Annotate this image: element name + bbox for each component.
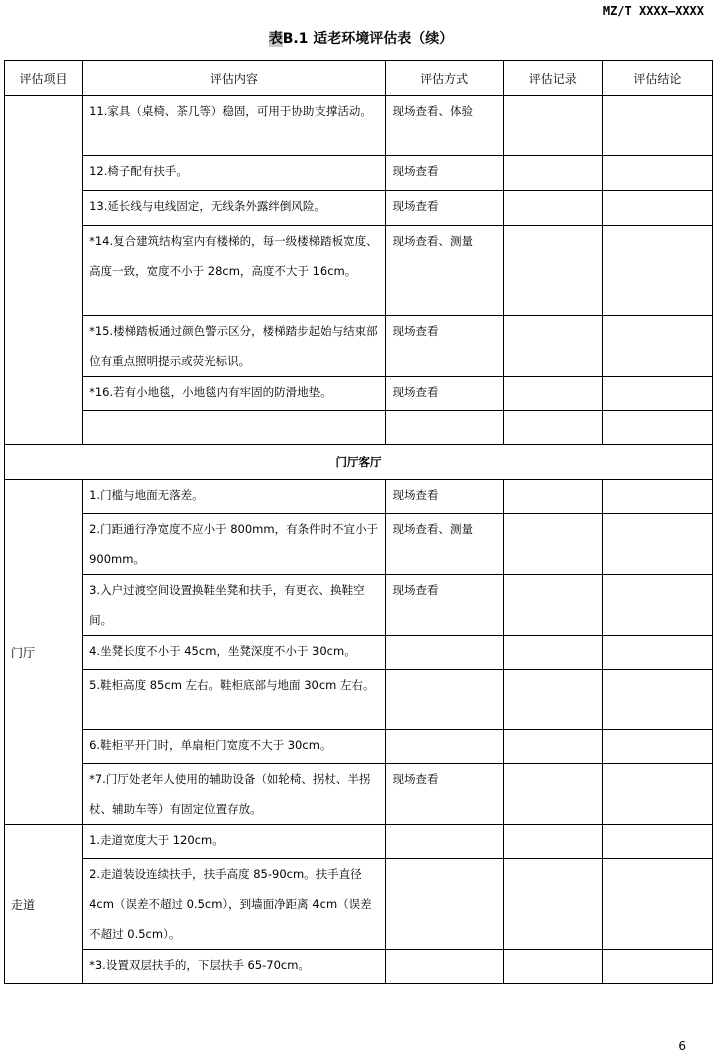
conclusion-cell[interactable] <box>602 730 712 764</box>
table-row <box>5 730 713 764</box>
content-cell: 4.坐凳长度不小于 45cm，坐凳深度不小于 30cm。 <box>83 636 385 670</box>
record-cell[interactable] <box>503 730 602 764</box>
table-row <box>5 950 713 984</box>
table-row <box>5 670 713 730</box>
content-cell: 13.延长线与电线固定，无线条外露绊倒风险。 <box>83 191 385 226</box>
column-header-record: 评估记录 <box>503 61 602 96</box>
column-header-method: 评估方式 <box>385 61 503 96</box>
conclusion-cell[interactable] <box>602 480 712 514</box>
item-cell-foyer: 门厅 <box>5 480 83 825</box>
conclusion-cell[interactable] <box>602 411 712 445</box>
content-cell: *3.设置双层扶手的，下层扶手 65-70cm。 <box>83 950 385 984</box>
section-row <box>5 445 713 480</box>
assessment-table <box>4 60 713 984</box>
record-cell[interactable] <box>503 96 602 156</box>
document-code: MZ/T XXXX—XXXX <box>602 4 704 18</box>
content-cell <box>83 411 385 445</box>
table-row <box>5 575 713 636</box>
conclusion-cell[interactable] <box>602 96 712 156</box>
conclusion-cell[interactable] <box>602 825 712 859</box>
conclusion-cell[interactable] <box>602 670 712 730</box>
column-header-conclusion: 评估结论 <box>602 61 712 96</box>
content-cell: 2.门距通行净宽度不应小于 800mm，有条件时不宜小于 900mm。 <box>83 514 385 575</box>
item-cell-corridor: 走道 <box>5 825 83 984</box>
content-cell: *16.若有小地毯，小地毯内有牢固的防滑地垫。 <box>83 377 385 411</box>
conclusion-cell[interactable] <box>602 636 712 670</box>
method-cell: 现场查看、测量 <box>385 226 503 316</box>
table-row <box>5 316 713 377</box>
table-row <box>5 514 713 575</box>
table-row <box>5 156 713 191</box>
conclusion-cell[interactable] <box>602 514 712 575</box>
method-cell <box>385 730 503 764</box>
record-cell[interactable] <box>503 411 602 445</box>
table-title-text: B.1 适老环境评估表（续） <box>282 31 454 47</box>
method-cell <box>385 859 503 950</box>
conclusion-cell[interactable] <box>602 191 712 226</box>
item-cell <box>5 96 83 445</box>
content-cell: 2.走道装设连续扶手，扶手高度 85-90cm。扶手直径 4cm（误差不超过 0.5cm），到墙面净距离 4cm（误差不超过 0.5cm）。 <box>83 859 385 950</box>
table-row <box>5 411 713 445</box>
method-cell: 现场查看 <box>385 377 503 411</box>
method-cell: 现场查看 <box>385 764 503 825</box>
method-cell: 现场查看 <box>385 191 503 226</box>
record-cell[interactable] <box>503 575 602 636</box>
content-cell: 11.家具（桌椅、茶几等）稳固，可用于协助支撑活动。 <box>83 96 385 156</box>
table-row <box>5 96 713 156</box>
record-cell[interactable] <box>503 377 602 411</box>
column-header-content: 评估内容 <box>83 61 385 96</box>
table-row <box>5 636 713 670</box>
method-cell <box>385 636 503 670</box>
conclusion-cell[interactable] <box>602 316 712 377</box>
method-cell <box>385 670 503 730</box>
record-cell[interactable] <box>503 764 602 825</box>
conclusion-cell[interactable] <box>602 764 712 825</box>
method-cell: 现场查看 <box>385 156 503 191</box>
table-title <box>0 28 722 48</box>
table-row <box>5 191 713 226</box>
method-cell <box>385 950 503 984</box>
conclusion-cell[interactable] <box>602 156 712 191</box>
content-cell: 12.椅子配有扶手。 <box>83 156 385 191</box>
table-row <box>5 377 713 411</box>
content-cell: 1.门槛与地面无落差。 <box>83 480 385 514</box>
content-cell: 6.鞋柜平开门时，单扇柜门宽度不大于 30cm。 <box>83 730 385 764</box>
record-cell[interactable] <box>503 950 602 984</box>
method-cell: 现场查看 <box>385 575 503 636</box>
content-cell: 3.入户过渡空间设置换鞋坐凳和扶手，有更衣、换鞋空间。 <box>83 575 385 636</box>
method-cell: 现场查看 <box>385 316 503 377</box>
table-row <box>5 859 713 950</box>
table-row <box>5 825 713 859</box>
table-row <box>5 764 713 825</box>
page-number: 6 <box>678 1039 686 1053</box>
conclusion-cell[interactable] <box>602 950 712 984</box>
record-cell[interactable] <box>503 636 602 670</box>
method-cell: 现场查看 <box>385 480 503 514</box>
method-cell: 现场查看、体验 <box>385 96 503 156</box>
content-cell: 5.鞋柜高度 85cm 左右。鞋柜底部与地面 30cm 左右。 <box>83 670 385 730</box>
method-cell <box>385 411 503 445</box>
conclusion-cell[interactable] <box>602 226 712 316</box>
content-cell: *7.门厅处老年人使用的辅助设备（如轮椅、拐杖、半拐杖、辅助车等）有固定位置存放。 <box>83 764 385 825</box>
column-header-item: 评估项目 <box>5 61 83 96</box>
method-cell <box>385 825 503 859</box>
record-cell[interactable] <box>503 156 602 191</box>
record-cell[interactable] <box>503 316 602 377</box>
section-title: 门厅客厅 <box>5 445 713 480</box>
table-row <box>5 226 713 316</box>
conclusion-cell[interactable] <box>602 859 712 950</box>
table-title-prefix: 表 <box>268 31 283 47</box>
record-cell[interactable] <box>503 191 602 226</box>
content-cell: *15.楼梯踏板通过颜色警示区分，楼梯踏步起始与结束部位有重点照明提示或荧光标识。 <box>83 316 385 377</box>
content-cell: *14.复合建筑结构室内有楼梯的，每一级楼梯踏板宽度、高度一致，宽度不小于 28cm，高度不大于 16cm。 <box>83 226 385 316</box>
record-cell[interactable] <box>503 825 602 859</box>
table-row <box>5 480 713 514</box>
record-cell[interactable] <box>503 514 602 575</box>
record-cell[interactable] <box>503 670 602 730</box>
record-cell[interactable] <box>503 480 602 514</box>
conclusion-cell[interactable] <box>602 575 712 636</box>
content-cell: 1.走道宽度大于 120cm。 <box>83 825 385 859</box>
conclusion-cell[interactable] <box>602 377 712 411</box>
method-cell: 现场查看、测量 <box>385 514 503 575</box>
table-header-row <box>5 61 713 96</box>
record-cell[interactable] <box>503 226 602 316</box>
record-cell[interactable] <box>503 859 602 950</box>
